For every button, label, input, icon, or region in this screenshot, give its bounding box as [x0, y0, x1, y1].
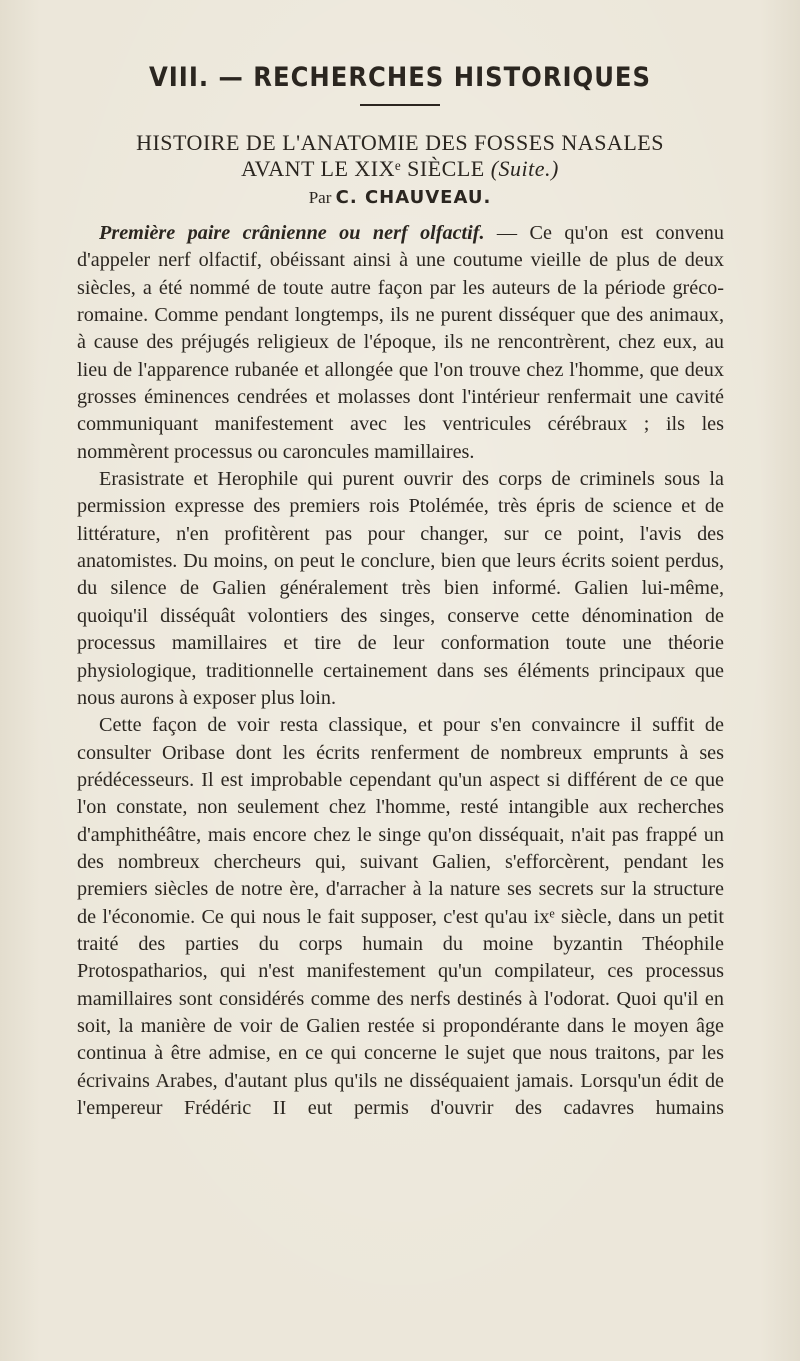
paragraph-text: Erasistrate et Herophile qui purent ouvrir des corps de criminels sous la permission expresse des premiers rois Ptolémée, très épris de science et de littérature, n'en profitèrent pas pour changer, sur ce point, l'avis des anatomistes. Du moins, on peut le conclure, bien que leurs écrits soient perdus, du silence de Galien généralement très bien informé. Galien lui-même, quoiqu'il disséquât volontiers des singes, conserve cette dénomination de processus mamillaires et tire de leur conformation toute une théorie physiologique, traditionnelle certainement dans ses éléments principaux que nous aurons à exposer plus loin.	[77, 468, 724, 709]
paragraph-text: Cette façon de voir resta classique, et pour s'en convaincre il suffit de consulter Oribase dont les écrits renferment de nombreux emprunts à ses prédécesseurs. Il est improbable cependant qu'un aspect si différent de ce que l'on constate, non seulement chez l'homme, resté intangible aux recherches d'amphithéâtre, mais encore chez le singe qu'on disséquait, n'ait pas frappé un des nombreux chercheurs qui, suivant Galien, s'efforcèrent, pendant les premiers siècles de notre ère, d'arracher à la nature ses secrets sur la structure de l'économie. Ce qui nous le fait supposer, c'est qu'au ixᵉ siècle, dans un petit traité des parties du corps humain du moine byzantin Théophile Protospatharios, qui n'est manifestement qu'un compilateur, ces processus mamillaires sont considérés comme des nerfs destinés à l'odorat. Quoi qu'il en soit, la manière de voir de Galien restée si propondérante dans le moyen âge continua à être admise, en ce qui concerne le sujet que nous traitons, par les écrivains Arabes, d'autant plus qu'ils ne disséquaient jamais. Lorsqu'un édit de l'empereur Frédéric II eut permis d'ouvrir des cadavres humains	[77, 714, 724, 1119]
byline	[0, 187, 800, 208]
article-title-main: AVANT LE XIXᵉ SIÈCLE	[241, 156, 485, 181]
byline-prefix: Par	[308, 188, 332, 207]
article-title	[0, 130, 800, 182]
article-title-line-2	[0, 156, 800, 182]
section-heading: VIII. — RECHERCHES HISTORIQUES	[148, 62, 652, 93]
paragraph-3	[77, 712, 724, 1122]
paragraph-1	[77, 220, 724, 466]
paragraph-text: — Ce qu'on est convenu d'appeler nerf olfactif, obéissant ainsi à une coutume vieille de plus de deux siècles, a été nommé de toute autre façon par les auteurs de la période gréco-romaine. Comme pendant longtemps, ils ne purent disséquer que des animaux, à cause des préjugés religieux de l'époque, ils ne rencontrèrent, chez eux, au lieu de l'apparence rubanée et allongée que l'on trouve chez l'homme, que deux grosses éminences cendrées et molasses dont l'intérieur renfermait une cavité communiquant manifestement avec les ventricules cérébraux ; ils les nommèrent processus ou caroncules mamillaires.	[77, 222, 724, 463]
author-name: C. CHAUVEAU.	[335, 187, 492, 208]
paragraph-lead-in: Première paire crânienne ou nerf olfactif.	[99, 222, 485, 244]
article-title-line-1: HISTOIRE DE L'ANATOMIE DES FOSSES NASALES	[136, 130, 664, 155]
article-title-suffix: (Suite.)	[490, 156, 559, 181]
paragraph-2	[77, 466, 724, 712]
article-body	[77, 220, 724, 1122]
heading-rule	[360, 104, 440, 106]
